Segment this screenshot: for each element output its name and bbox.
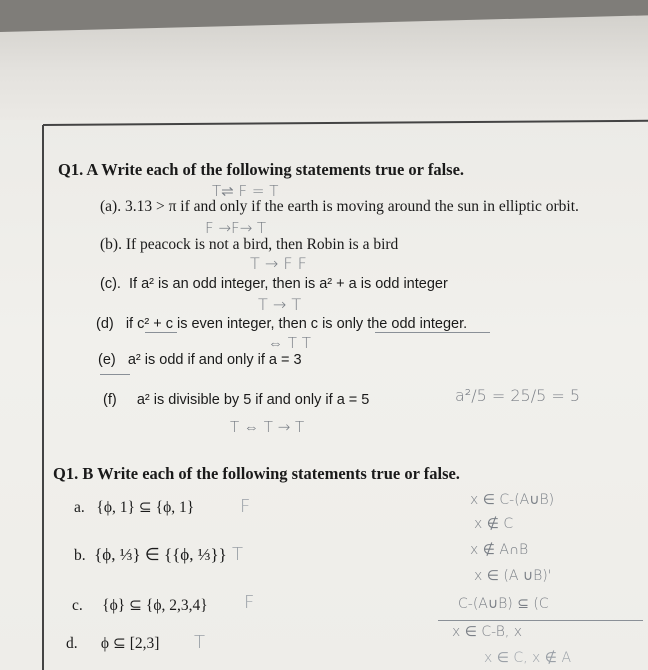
item-label: b.	[74, 547, 86, 564]
handwritten-mark-e: ⇔ T T	[268, 334, 311, 352]
item-label: (c).	[100, 276, 121, 292]
handwritten-mark-qc: F	[244, 592, 255, 613]
item-text: {ϕ, ⅓} ∈ {{ϕ, ⅓}}	[94, 545, 227, 564]
handwritten-mark-c: T → F F	[250, 254, 307, 273]
item-label: (b).	[100, 236, 122, 253]
side-note-4: x ∈ (A ∪B)'	[474, 568, 552, 584]
q1a-item-c	[100, 276, 448, 292]
item-text: {ϕ, 1} ⊆ {ϕ, 1}	[96, 499, 195, 516]
side-note-7: x ∈ C, x ∉ A	[484, 650, 572, 666]
item-label: (a).	[100, 198, 122, 215]
q1a-item-b	[100, 236, 398, 254]
handwritten-mark-qd: T	[194, 632, 205, 653]
left-border-line	[42, 125, 44, 670]
q1a-item-e	[98, 352, 302, 368]
item-label: a.	[74, 499, 85, 516]
underline-e	[100, 374, 130, 375]
handwritten-mark-f: T ⇔ T → T	[230, 418, 305, 436]
handwritten-mark-qb: T	[232, 544, 243, 565]
item-label: d.	[66, 635, 78, 652]
item-text: 3.13 > π if and only if the earth is moving around the sun in elliptic orbit.	[124, 198, 579, 215]
q1a-item-a	[100, 198, 579, 216]
q1a-item-f	[103, 392, 369, 408]
item-text: If peacock is not a bird, then Robin is a bird	[125, 236, 399, 253]
item-label: c.	[72, 597, 83, 614]
q1a-heading: Q1. A Write each of the following statements true or false.	[58, 160, 465, 179]
item-text: If a² is an odd integer, then is a² + a is odd integer	[129, 276, 448, 292]
side-note-underline	[438, 620, 643, 621]
q1b-item-d	[66, 634, 159, 653]
handwritten-mark-qa: F	[240, 496, 251, 517]
handwritten-mark-b: F →F→ T	[205, 219, 267, 237]
q1b-item-a	[74, 498, 194, 517]
q1b-item-b	[74, 545, 227, 565]
q1a-item-d	[96, 316, 467, 332]
item-text: a² is odd if and only if a = 3	[127, 352, 302, 368]
q1b-item-c	[72, 596, 208, 615]
item-text: a² is divisible by 5 if and only if a = 5	[136, 392, 370, 408]
item-label: (f)	[103, 392, 117, 408]
underline-c2c	[145, 332, 177, 333]
q1b-heading: Q1. B Write each of the following statements true or false.	[53, 464, 460, 483]
item-label: (e)	[98, 352, 116, 368]
item-text: if c² + c is even integer, then c is only the odd integer.	[125, 316, 468, 332]
side-note-3: x ∉ A∩B	[470, 542, 529, 558]
handwritten-calc-f: a²/5 = 25/5 = 5	[455, 386, 581, 405]
item-text: {ϕ} ⊆ {ϕ, 2,3,4}	[102, 597, 208, 614]
underline-odd	[375, 332, 490, 333]
side-note-2: x ∉ C	[474, 516, 514, 532]
side-note-5: C-(A∪B) ⊆ (C	[458, 596, 549, 612]
side-note-1: x ∈ C-(A∪B)	[470, 492, 555, 508]
handwritten-mark-a: T⇌ F = T	[212, 182, 279, 200]
handwritten-mark-d: T → T	[258, 295, 302, 314]
side-note-6: x ∈ C-B, x	[452, 624, 523, 640]
item-text: ϕ ⊆ [2,3]	[100, 635, 160, 652]
item-label: (d)	[96, 316, 114, 332]
